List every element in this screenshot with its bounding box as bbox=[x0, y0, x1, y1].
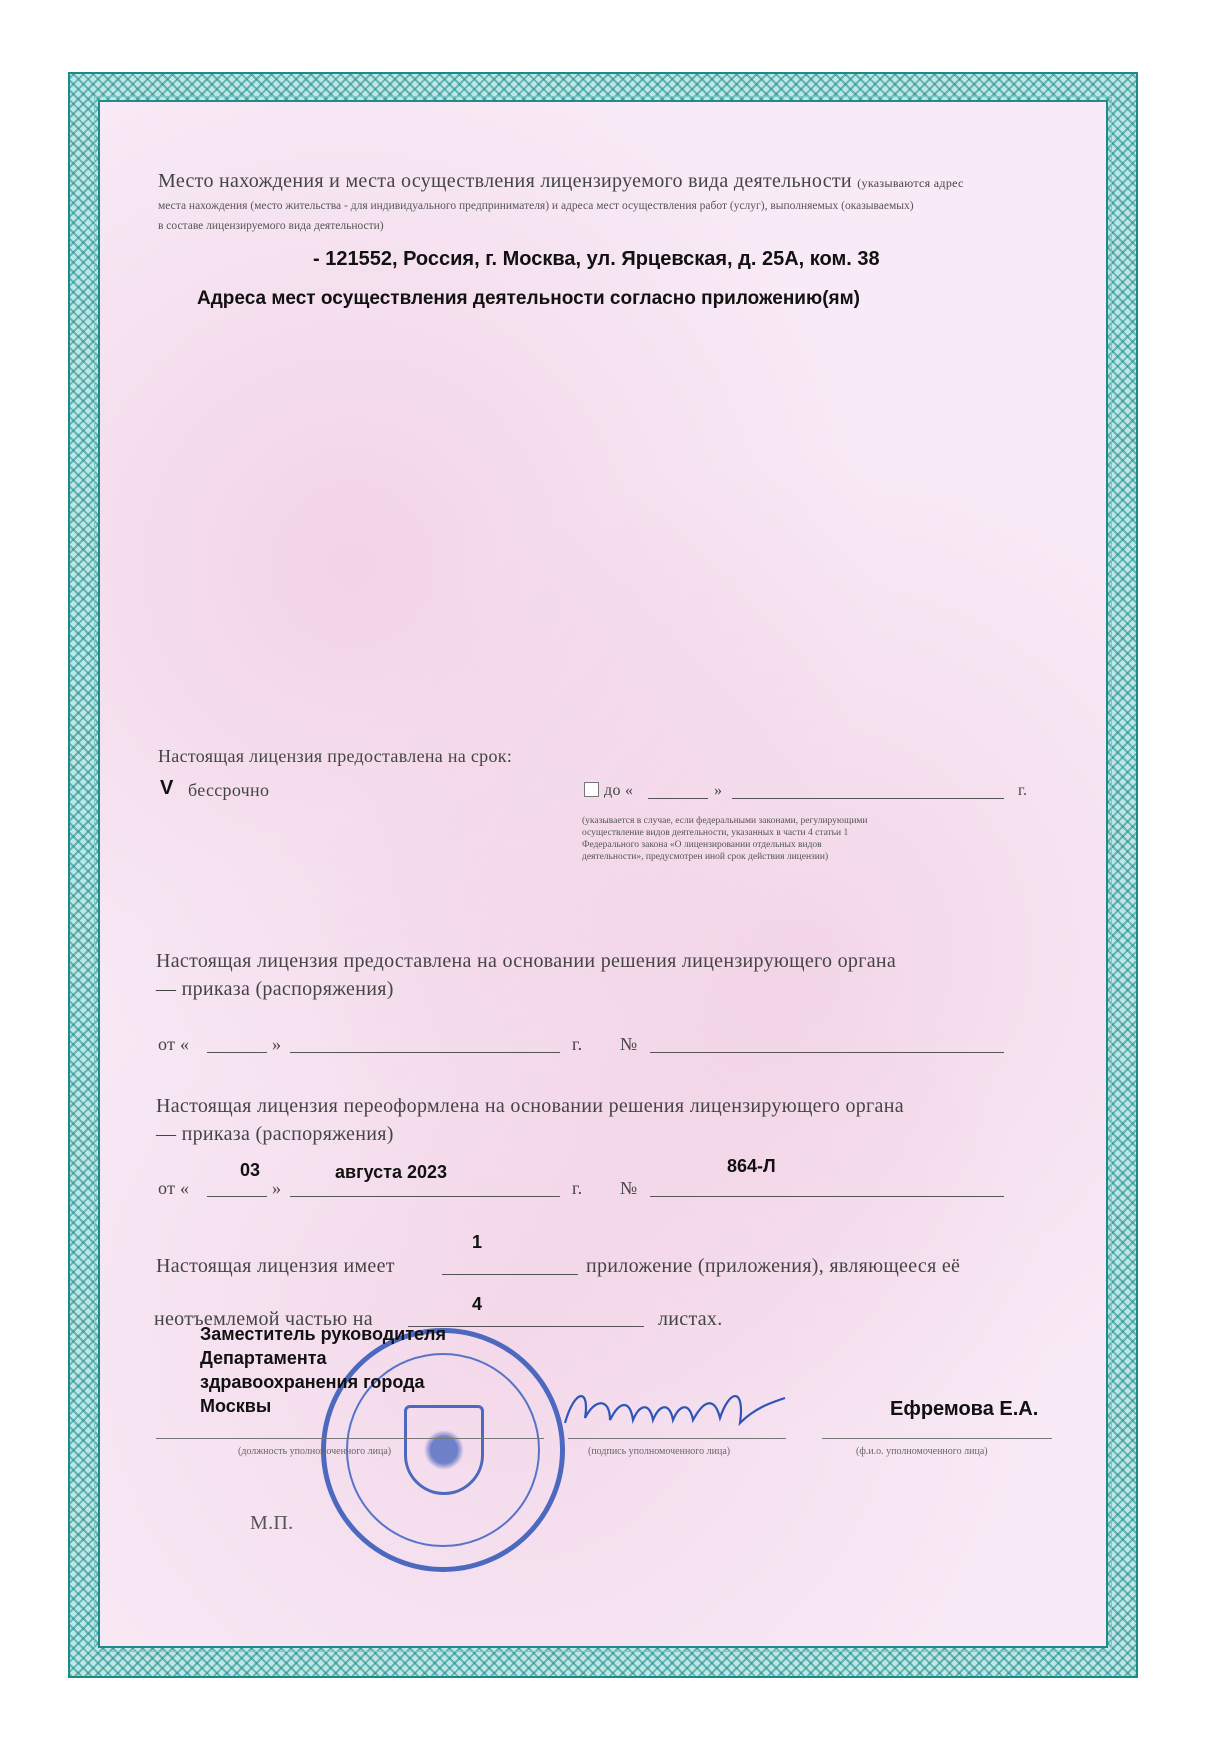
reissued-month-year: августа 2023 bbox=[335, 1162, 448, 1182]
granted-number-line bbox=[650, 1052, 1004, 1053]
unlimited-check-mark: V bbox=[160, 777, 174, 799]
annex-count-line bbox=[442, 1274, 578, 1275]
signature-line bbox=[568, 1438, 786, 1439]
header-line-2: места нахождения (место жительства - для индивидуального предпринимателя) и адреса мест осуществления работ (услуг), выполняемых (оказываемых) bbox=[158, 200, 914, 212]
term-label: Настоящая лицензия предоставлена на срок: bbox=[158, 746, 513, 766]
annex-count: 1 bbox=[472, 1232, 483, 1252]
reissued-number: 864-Л bbox=[727, 1156, 776, 1176]
granted-text-1: Настоящая лицензия предоставлена на основании решения лицензирующего органа bbox=[156, 950, 897, 972]
reissued-number-sign: № bbox=[620, 1178, 638, 1198]
term-until-close: » bbox=[714, 782, 723, 799]
reissued-text-1: Настоящая лицензия переоформлена на основании решения лицензирующего органа bbox=[156, 1095, 904, 1117]
position-line-3: здравоохранения города bbox=[200, 1372, 425, 1392]
caption-signature: (подпись уполномоченного лица) bbox=[588, 1446, 731, 1457]
header-line-3: в составе лицензируемого вида деятельности) bbox=[158, 220, 384, 232]
position-line-2: Департамента bbox=[200, 1348, 327, 1368]
header-line-1 bbox=[158, 170, 964, 193]
name-line bbox=[822, 1438, 1052, 1439]
term-year-suffix: г. bbox=[1018, 782, 1028, 799]
annex-line2-after: листах. bbox=[658, 1308, 723, 1330]
annex-text-after: приложение (приложения), являющееся её bbox=[586, 1255, 961, 1277]
granted-quote-close: » bbox=[272, 1034, 282, 1054]
granted-text-2: — приказа (распоряжения) bbox=[156, 978, 394, 1000]
granted-day-line bbox=[207, 1052, 267, 1053]
reissued-day-line bbox=[207, 1196, 267, 1197]
reissued-date-line bbox=[290, 1196, 560, 1197]
signer-name: Ефремова Е.А. bbox=[890, 1398, 1039, 1420]
annex-sheets: 4 bbox=[472, 1294, 483, 1314]
reissued-number-line bbox=[650, 1196, 1004, 1197]
reissued-day: 03 bbox=[240, 1160, 261, 1180]
position-line bbox=[156, 1438, 544, 1439]
position-line-1: Заместитель руководителя bbox=[200, 1324, 446, 1344]
caption-name: (ф.и.о. уполномоченного лица) bbox=[856, 1446, 988, 1457]
position-line-4: Москвы bbox=[200, 1396, 272, 1416]
granted-date-line bbox=[290, 1052, 560, 1053]
granted-number-sign: № bbox=[620, 1034, 638, 1054]
term-until-prefix: до « bbox=[604, 782, 634, 799]
reissued-quote-close: » bbox=[272, 1178, 282, 1198]
address-main: - 121552, Россия, г. Москва, ул. Ярцевская, д. 25А, ком. 38 bbox=[313, 248, 880, 270]
signer-position bbox=[200, 1322, 446, 1418]
annex-line2-before: неотъемлемой частью на bbox=[154, 1308, 373, 1330]
granted-year: г. bbox=[572, 1034, 583, 1054]
term-unlimited: бессрочно bbox=[188, 780, 270, 800]
until-date-line bbox=[732, 798, 1004, 799]
granted-from: от « bbox=[158, 1034, 190, 1054]
header-main: Место нахождения и места осуществления лицензируемого вида деятельности bbox=[158, 170, 852, 192]
until-day-line bbox=[648, 798, 708, 799]
seal-place-mark: М.П. bbox=[250, 1512, 294, 1534]
header-note: (указываются адрес bbox=[857, 176, 964, 190]
reissued-from: от « bbox=[158, 1178, 190, 1198]
address-annex: Адреса мест осуществления деятельности согласно приложению(ям) bbox=[197, 288, 860, 309]
handwritten-signature bbox=[555, 1378, 795, 1438]
until-checkbox bbox=[584, 782, 599, 797]
annex-text-before: Настоящая лицензия имеет bbox=[156, 1255, 395, 1277]
saint-george-icon bbox=[422, 1425, 466, 1475]
caption-position: (должность уполномоченного лица) bbox=[238, 1446, 392, 1457]
term-note: (указывается в случае, если федеральными законами, регулирующими осуществление видов деятельности, указанных в части 4 статьи 1 Федерального закона «О лицензировании отдельных видов деятельности», предусмотрен иной срок действия лицензии) bbox=[582, 816, 868, 862]
reissued-text-2: — приказа (распоряжения) bbox=[156, 1123, 394, 1145]
reissued-year: г. bbox=[572, 1178, 583, 1198]
